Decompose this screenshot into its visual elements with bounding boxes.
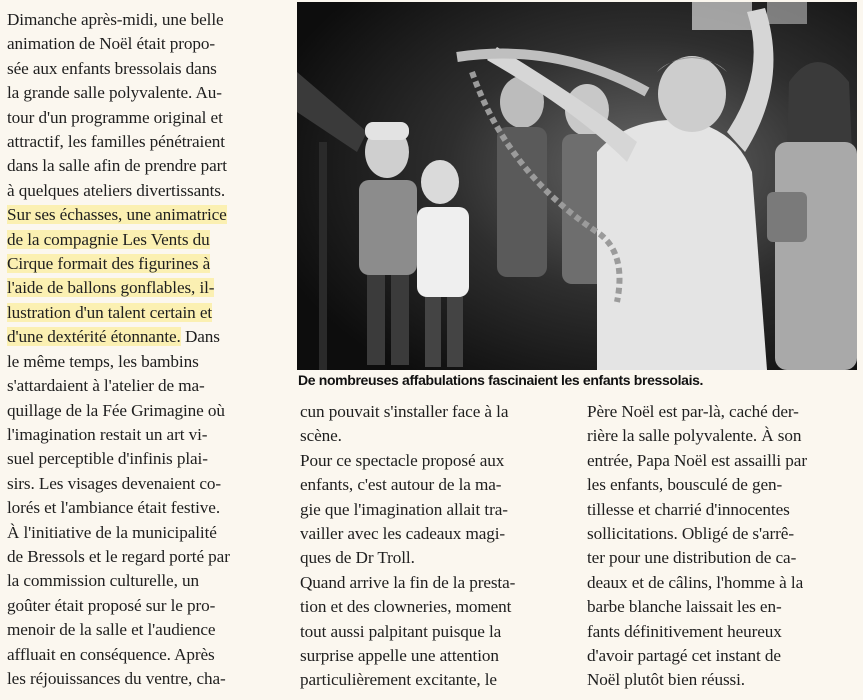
highlighted-text: de la compagnie Les Vents du bbox=[7, 229, 210, 249]
highlighted-text: d'une dextérité étonnante. bbox=[7, 327, 181, 347]
text-line: surprise appelle une attention bbox=[300, 646, 499, 666]
article-column-2 bbox=[300, 400, 562, 693]
text-line: à quelques ateliers divertissants. bbox=[7, 180, 226, 200]
text-line: barbe blanche laissait les en- bbox=[587, 597, 782, 617]
text-line: lorés et l'ambiance était festive. bbox=[7, 498, 221, 518]
text-line: animation de Noël était propo- bbox=[7, 34, 215, 54]
text-line: sée aux enfants bressolais dans bbox=[7, 58, 217, 78]
text-line: d'avoir partagé cet instant de bbox=[587, 646, 781, 666]
highlighted-text-line bbox=[7, 252, 287, 276]
text-line: cun pouvait s'installer face à la bbox=[300, 402, 509, 421]
text-line: Noël plutôt bien réussi. bbox=[587, 670, 745, 690]
text-line: ter pour une distribution de ca- bbox=[587, 548, 797, 568]
text-line: goûter était proposé sur le pro- bbox=[7, 595, 216, 615]
text-line: tout aussi palpitant puisque la bbox=[300, 621, 502, 641]
text-line: Pour ce spectacle proposé aux bbox=[300, 450, 505, 470]
highlighted-text: Cirque formait des figurines à bbox=[7, 254, 211, 274]
text-line: vailler avec les cadeaux magi- bbox=[300, 524, 506, 544]
article-photo bbox=[297, 2, 857, 370]
text-line: la grande salle polyvalente. Au- bbox=[7, 83, 222, 103]
text-line: les réjouissances du ventre, cha- bbox=[7, 668, 226, 688]
highlighted-text-line bbox=[7, 203, 287, 227]
highlighted-text-line bbox=[7, 276, 287, 300]
text-line: enfants, c'est autour de la ma- bbox=[300, 475, 502, 495]
text-line: quillage de la Fée Grimagine où bbox=[7, 400, 225, 420]
text-line: rière la salle polyvalente. À son bbox=[587, 426, 802, 446]
text-line: dans la salle afin de prendre part bbox=[7, 156, 227, 176]
text-line: fants définitivement heureux bbox=[587, 621, 782, 641]
highlighted-text: l'aide de ballons gonflables, il- bbox=[7, 278, 215, 298]
text-line: entrée, Papa Noël est assailli par bbox=[587, 450, 807, 470]
text-line: Dimanche après-midi, une belle bbox=[7, 10, 224, 29]
highlighted-text: lustration d'un talent certain et bbox=[7, 302, 213, 322]
article-column-1 bbox=[7, 8, 287, 691]
text-line: scène. bbox=[300, 426, 342, 446]
text-line: tour d'un programme original et bbox=[7, 107, 223, 127]
text-line: la commission culturelle, un bbox=[7, 571, 199, 591]
text-line: À l'initiative de la municipalité bbox=[7, 522, 217, 542]
text-line bbox=[7, 325, 287, 349]
text-line: tion et des clowneries, moment bbox=[300, 597, 512, 617]
text-line: s'attardaient à l'atelier de ma- bbox=[7, 376, 205, 396]
text-line: affluait en conséquence. Après bbox=[7, 644, 215, 664]
text-line: de Bressols et le regard porté par bbox=[7, 546, 230, 566]
text-line: les enfants, bousculé de gen- bbox=[587, 475, 783, 495]
highlighted-text: Sur ses échasses, une animatrice bbox=[7, 205, 227, 225]
text-line: sollicitations. Obligé de s'arrê- bbox=[587, 524, 794, 544]
article-column-3 bbox=[587, 400, 857, 693]
text-line: deaux et de câlins, l'homme à la bbox=[587, 572, 804, 592]
text-line: gie que l'imagination allait tra- bbox=[300, 499, 508, 519]
text-line: tillesse et charrié d'innocentes bbox=[587, 499, 790, 519]
text-line: Quand arrive la fin de la presta- bbox=[300, 572, 516, 592]
highlighted-text-line bbox=[7, 228, 287, 252]
photo-illustration bbox=[297, 2, 857, 370]
text-line: le même temps, les bambins bbox=[7, 351, 199, 371]
highlighted-text-line bbox=[7, 301, 287, 325]
text-line: suel perceptible d'infinis plai- bbox=[7, 449, 208, 469]
text-line: particulièrement excitante, le bbox=[300, 670, 497, 690]
text-line: menoir de la salle et l'audience bbox=[7, 620, 216, 640]
text-line: Père Noël est par-là, caché der- bbox=[587, 402, 799, 421]
text-fragment: Dans bbox=[184, 327, 220, 347]
photo-caption: De nombreuses affabulations fascinaient les enfants bressolais. bbox=[298, 372, 704, 388]
text-line: attractif, les familles pénétraient bbox=[7, 132, 225, 152]
text-line: l'imagination restait un art vi- bbox=[7, 424, 208, 444]
text-line: ques de Dr Troll. bbox=[300, 548, 415, 568]
text-line: sirs. Les visages devenaient co- bbox=[7, 473, 221, 493]
